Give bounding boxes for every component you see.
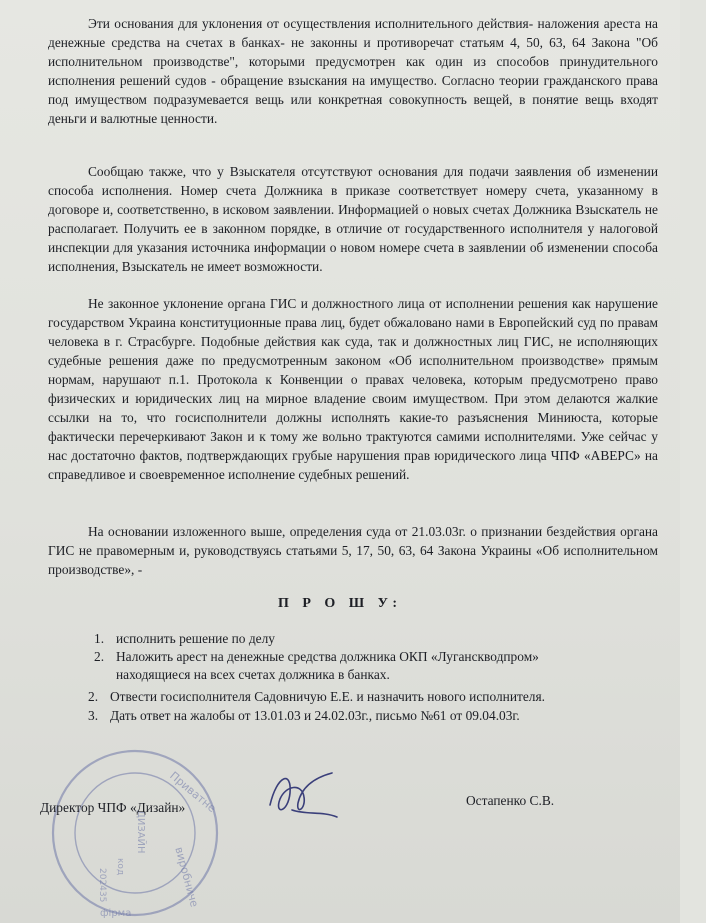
request-text: находящиеся на всех счетах должника в банках. — [116, 667, 390, 682]
handwritten-signature — [262, 765, 342, 825]
signatory-role: Директор ЧПФ «Дизайн» — [40, 800, 186, 815]
request-text: исполнить решение по делу — [116, 631, 275, 646]
company-stamp — [40, 738, 219, 923]
svg-text:202435: 202435 — [97, 868, 107, 903]
paragraph-4: На основании изложенного выше, определения суда от 21.03.03г. о признании бездействия органа ГИС не правомерным и, руководствуясь статьями 5, 17, 50, 63, 64 Закона Украины «Об исполнительном производстве», - — [48, 524, 658, 577]
svg-text:ДИЗАЙН: ДИЗАЙН — [135, 810, 146, 854]
request-number: 2. — [94, 649, 105, 664]
request-number: 2. — [88, 689, 99, 704]
svg-text:виробниче: виробниче — [172, 845, 201, 909]
request-text: Отвести госисполнителя Садовничую Е.Е. и назначить нового исполнителя. — [110, 689, 545, 704]
request-item-3 — [88, 688, 678, 706]
request-item-2-continuation — [116, 666, 706, 684]
request-item-4 — [88, 707, 678, 725]
request-heading: П Р О Ш У: — [277, 596, 403, 611]
svg-text:Приватне: Приватне — [167, 769, 219, 816]
paragraph-2: Сообщаю также, что у Взыскателя отсутствуют основания для подачи заявления об изменении способа исполнения. Номер счета Должника в приказе соответствует номеру счета, указанному в договоре и, соответственно, в исковом заявлении. Информацией о новых счетах Должника Взыскатель не располагает. Получить ее в законном порядке, в отличие от государственного исполнителя у налоговой инспекции для указания источника информации о новом номере счета в заявлении об изменении способа исполнения, Взыскатель не имеет возможности. — [48, 164, 658, 274]
signatory-name: Остапенко С.В. — [466, 793, 555, 808]
request-item-1 — [94, 630, 684, 648]
paragraph-1: Эти основания для уклонения от осуществления исполнительного действия- наложения ареста на денежные средства на счетах в банках- не законны и противоречат статьям 4, 50, 63, 64 Закона "Об исполнительном производстве", которыми предусмотрен как один из способов принудительного исполнения решений судов - обращение взыскания на имущество. Согласно теории гражданского права под имуществом подразумевается вещь или конкретная совокупность вещей, в понятие вещь входят деньги и валютные ценности. — [48, 16, 658, 126]
svg-text:фірма: фірма — [100, 908, 132, 919]
request-text: Наложить арест на денежные средства должника ОКП «Луганскводпром» — [116, 649, 539, 664]
request-item-2 — [94, 648, 684, 666]
request-text: Дать ответ на жалобы от 13.01.03 и 24.02.03г., письмо №61 от 09.04.03г. — [110, 708, 520, 723]
paragraph-3: Не законное уклонение органа ГИС и должностного лица от исполнении решения как нарушение государством Украина конституционные права лиц, будет обжаловано нами в Европейский суд по правам человека в г. Страсбурге. Подобные действия как суда, так и должностных лиц ГИС, не исполняющих судебные решения даже по предусмотренным законом «Об исполнительном производстве» прямым нормам, нарушают п.1. Протокола к Конвенции о правах человека, которым предусмотрено право физических и юридических лиц на мирное владение своим имуществом. При этом делаются жалкие ссылки на то, что госисполнители должны исполнять какие-то разъяснения Миниюста, которые фактически перечеркивают Закон и к тому же вольно трактуются самими исполнителями. Уже сейчас у нас достаточно фактов, подтверждающих грубые нарушения прав юридического лица ЧПФ «АВЕРС» на справедливое и своевременное исполнение судебных решений. — [48, 296, 658, 482]
svg-text:код: код — [115, 858, 125, 876]
request-number: 1. — [94, 631, 105, 646]
request-number: 3. — [88, 708, 99, 723]
